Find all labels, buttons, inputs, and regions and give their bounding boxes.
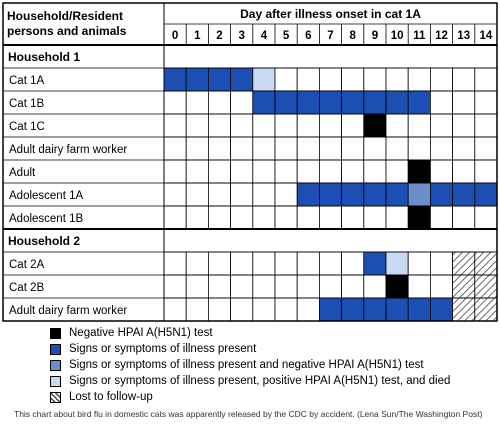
day-cell — [208, 114, 230, 137]
day-cell — [319, 298, 341, 321]
day-label: 3 — [238, 30, 245, 42]
day-label: 8 — [349, 30, 356, 42]
row-label: Adult — [9, 167, 36, 179]
day-cell — [231, 275, 253, 298]
day-cell — [275, 160, 297, 183]
day-cell — [253, 68, 275, 91]
day-cell — [297, 252, 319, 275]
day-cell — [475, 275, 497, 298]
day-cell — [231, 252, 253, 275]
day-label: 7 — [327, 30, 334, 42]
day-cell — [208, 137, 230, 160]
day-label: 4 — [260, 30, 268, 42]
day-cell — [186, 298, 208, 321]
day-cell — [386, 206, 408, 229]
day-cell — [319, 91, 341, 114]
day-cell — [475, 114, 497, 137]
day-cell — [408, 206, 430, 229]
day-label: 14 — [479, 30, 493, 42]
day-cell — [408, 137, 430, 160]
day-cell — [430, 183, 452, 206]
day-cell — [342, 68, 364, 91]
day-cell — [386, 183, 408, 206]
day-cell — [475, 68, 497, 91]
day-cell — [297, 137, 319, 160]
day-cell — [364, 91, 386, 114]
day-cell — [342, 252, 364, 275]
legend-item — [50, 373, 490, 389]
day-label: 1 — [194, 30, 201, 42]
day-cell — [386, 275, 408, 298]
day-cell — [231, 91, 253, 114]
day-cell — [475, 160, 497, 183]
day-cell — [164, 275, 186, 298]
day-cell — [408, 160, 430, 183]
day-cell — [231, 183, 253, 206]
day-cell — [231, 68, 253, 91]
legend-item — [50, 341, 490, 357]
day-cell — [408, 298, 430, 321]
row-label: Adolescent 1B — [9, 213, 84, 225]
day-cell — [319, 183, 341, 206]
row-label: Adult dairy farm worker — [9, 144, 128, 156]
day-label: 2 — [216, 30, 223, 42]
day-cell — [364, 160, 386, 183]
day-cell — [342, 137, 364, 160]
day-label: 11 — [413, 30, 426, 42]
day-cell — [319, 252, 341, 275]
day-label: 12 — [435, 30, 448, 42]
day-cell — [342, 275, 364, 298]
day-cell — [186, 252, 208, 275]
day-cell — [475, 183, 497, 206]
day-cell — [208, 298, 230, 321]
day-cell — [386, 298, 408, 321]
day-cell — [475, 252, 497, 275]
day-cell — [231, 160, 253, 183]
legend-swatch — [50, 344, 61, 355]
day-cell — [253, 206, 275, 229]
day-cell — [453, 252, 475, 275]
legend-swatch — [50, 360, 61, 371]
legend-item — [50, 357, 490, 373]
day-cell — [475, 206, 497, 229]
day-cell — [164, 298, 186, 321]
day-cell — [231, 206, 253, 229]
day-cell — [275, 114, 297, 137]
group-label: Household 2 — [8, 234, 81, 248]
day-cell — [319, 206, 341, 229]
day-cell — [430, 206, 452, 229]
day-cell — [186, 114, 208, 137]
day-cell — [453, 137, 475, 160]
row-label: Cat 1C — [9, 121, 45, 133]
day-cell — [231, 114, 253, 137]
day-cell — [275, 252, 297, 275]
day-cell — [186, 160, 208, 183]
day-cell — [342, 298, 364, 321]
day-cell — [253, 183, 275, 206]
day-cell — [208, 206, 230, 229]
day-cell — [408, 252, 430, 275]
day-cell — [408, 275, 430, 298]
legend-label: Lost to follow-up — [69, 391, 153, 403]
day-cell — [186, 183, 208, 206]
day-cell — [253, 137, 275, 160]
day-label: 0 — [171, 30, 179, 42]
day-cell — [164, 183, 186, 206]
day-cell — [164, 68, 186, 91]
day-cell — [364, 252, 386, 275]
day-cell — [208, 68, 230, 91]
day-cell — [253, 91, 275, 114]
day-cell — [342, 160, 364, 183]
group-label: Household 1 — [8, 50, 81, 64]
day-cell — [430, 114, 452, 137]
column-header: Day after illness onset in cat 1A — [240, 7, 421, 21]
day-cell — [253, 114, 275, 137]
day-cell — [430, 298, 452, 321]
day-cell — [164, 160, 186, 183]
day-cell — [275, 91, 297, 114]
day-cell — [453, 91, 475, 114]
day-cell — [253, 160, 275, 183]
day-cell — [319, 68, 341, 91]
day-cell — [364, 68, 386, 91]
day-cell — [253, 298, 275, 321]
day-cell — [386, 91, 408, 114]
day-cell — [475, 137, 497, 160]
day-cell — [297, 160, 319, 183]
day-cell — [430, 137, 452, 160]
day-cell — [275, 137, 297, 160]
legend-swatch — [50, 392, 61, 403]
day-cell — [386, 137, 408, 160]
row-label: Cat 1A — [9, 75, 45, 87]
day-cell — [386, 68, 408, 91]
day-cell — [208, 160, 230, 183]
day-cell — [364, 206, 386, 229]
day-cell — [186, 275, 208, 298]
day-cell — [275, 275, 297, 298]
day-cell — [186, 206, 208, 229]
day-cell — [297, 183, 319, 206]
row-label: Cat 2B — [9, 282, 45, 294]
day-cell — [297, 206, 319, 229]
row-header: Household/Resident persons and animals — [7, 9, 127, 38]
day-cell — [275, 206, 297, 229]
day-label: 9 — [371, 30, 379, 42]
row-label: Adult dairy farm worker — [9, 305, 128, 317]
day-cell — [453, 275, 475, 298]
day-cell — [164, 114, 186, 137]
row-label: Cat 1B — [9, 98, 45, 110]
day-cell — [364, 298, 386, 321]
day-cell — [453, 68, 475, 91]
legend-label: Negative HPAI A(H5N1) test — [69, 327, 213, 339]
day-cell — [408, 183, 430, 206]
day-cell — [164, 252, 186, 275]
day-cell — [408, 91, 430, 114]
day-cell — [364, 183, 386, 206]
legend-label: Signs or symptoms of illness present — [69, 343, 257, 355]
day-cell — [342, 206, 364, 229]
row-label: Cat 2A — [9, 259, 45, 271]
day-cell — [297, 114, 319, 137]
day-cell — [186, 137, 208, 160]
day-cell — [297, 298, 319, 321]
day-cell — [253, 275, 275, 298]
day-cell — [475, 91, 497, 114]
day-cell — [164, 91, 186, 114]
legend-item — [50, 325, 490, 341]
day-cell — [408, 114, 430, 137]
day-cell — [342, 114, 364, 137]
day-cell — [231, 298, 253, 321]
day-cell — [208, 183, 230, 206]
day-cell — [231, 137, 253, 160]
day-cell — [453, 298, 475, 321]
day-cell — [453, 206, 475, 229]
day-label: 13 — [457, 30, 471, 42]
day-cell — [186, 68, 208, 91]
day-cell — [208, 275, 230, 298]
legend-label: Signs or symptoms of illness present, positive HPAI A(H5N1) test, and died — [69, 375, 451, 387]
day-cell — [164, 206, 186, 229]
day-cell — [319, 160, 341, 183]
day-cell — [364, 114, 386, 137]
day-cell — [430, 160, 452, 183]
day-cell — [164, 137, 186, 160]
day-cell — [430, 275, 452, 298]
legend-swatch — [50, 376, 61, 387]
legend-swatch — [50, 328, 61, 339]
day-cell — [297, 68, 319, 91]
day-cell — [453, 160, 475, 183]
legend — [50, 325, 490, 405]
day-cell — [208, 252, 230, 275]
day-cell — [453, 114, 475, 137]
row-label: Adolescent 1A — [9, 190, 84, 202]
day-label: 10 — [390, 30, 404, 42]
day-cell — [275, 183, 297, 206]
day-cell — [275, 298, 297, 321]
day-cell — [297, 91, 319, 114]
day-label: 5 — [282, 30, 290, 42]
day-cell — [386, 252, 408, 275]
legend-item — [50, 389, 490, 405]
day-cell — [342, 183, 364, 206]
day-cell — [364, 275, 386, 298]
day-cell — [386, 114, 408, 137]
day-cell — [364, 137, 386, 160]
day-cell — [453, 183, 475, 206]
caption: This chart about bird flu in domestic cats was apparently released by the CDC by accident. (Lena Sun/The Washington Post) — [14, 409, 483, 419]
day-cell — [319, 275, 341, 298]
day-cell — [386, 160, 408, 183]
day-cell — [408, 68, 430, 91]
day-cell — [475, 298, 497, 321]
day-cell — [208, 91, 230, 114]
day-cell — [430, 252, 452, 275]
day-cell — [430, 91, 452, 114]
legend-label: Signs or symptoms of illness present and negative HPAI A(H5N1) test — [69, 359, 424, 371]
day-cell — [186, 91, 208, 114]
day-label: 6 — [305, 30, 312, 42]
day-cell — [319, 137, 341, 160]
day-cell — [342, 91, 364, 114]
day-cell — [319, 114, 341, 137]
day-cell — [430, 68, 452, 91]
day-cell — [297, 275, 319, 298]
day-cell — [275, 68, 297, 91]
day-cell — [253, 252, 275, 275]
